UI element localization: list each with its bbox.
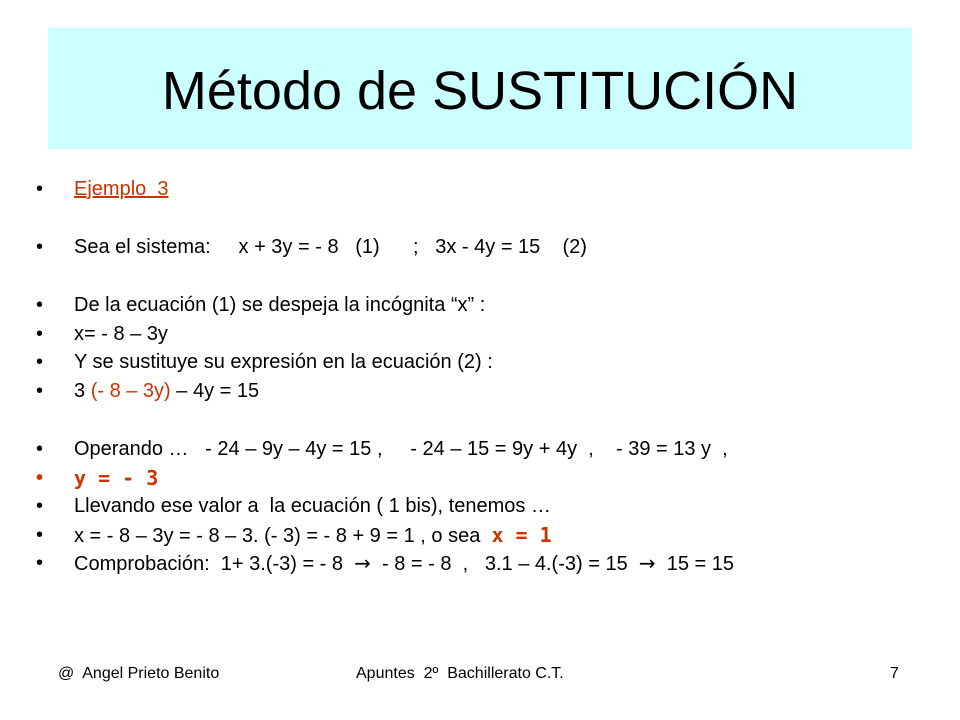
equation-prefix: 3 — [74, 380, 91, 402]
check-line — [74, 551, 734, 576]
x-result: x = 1 — [491, 523, 552, 547]
isolate-text: De la ecuación (1) se despeja la incógnita “x” : — [74, 294, 486, 316]
bullet-dot: • — [36, 236, 44, 258]
x-result-line — [74, 523, 552, 548]
bullet-dot: • — [36, 495, 44, 517]
system-text: Sea el sistema: x + 3y = - 8 (1) ; 3x - 4y = 15 (2) — [74, 236, 587, 258]
check-part-3: 15 = 15 — [655, 553, 734, 575]
bullet-dot: • — [36, 323, 44, 345]
substituted-equation — [74, 379, 259, 403]
bullet-dot: • — [36, 438, 44, 460]
equation-suffix: – 4y = 15 — [170, 380, 260, 402]
substitute-text: Y se sustituye su expresión en la ecuación (2) : — [74, 351, 493, 373]
bullet-dot: • — [36, 467, 44, 489]
bullet-dot: • — [36, 524, 44, 546]
arrow-icon: → — [638, 551, 656, 575]
footer-author: @ Angel Prieto Benito — [58, 665, 220, 682]
bullet-check — [36, 551, 734, 647]
title-banner — [48, 28, 912, 149]
arrow-icon: → — [354, 551, 371, 575]
carry-value-text: Llevando ese valor a la ecuación ( 1 bis), tenemos … — [74, 495, 551, 517]
bullet-dot: • — [36, 380, 44, 402]
y-result: y = - 3 — [74, 466, 159, 490]
x-expression-text: x= - 8 – 3y — [74, 323, 168, 345]
x-computation: x = - 8 – 3y = - 8 – 3. (- 3) = - 8 + 9 = 1 , o sea — [74, 525, 492, 547]
example-link[interactable]: Ejemplo 3 — [74, 178, 169, 200]
footer-page-number: 7 — [890, 665, 899, 682]
bullet-dot: • — [36, 552, 44, 574]
check-part-1: Comprobación: 1+ 3.(-3) = - 8 — [74, 553, 355, 575]
equation-highlight: (- 8 – 3y) — [90, 380, 171, 402]
check-part-2: - 8 = - 8 , 3.1 – 4.(-3) = 15 — [370, 553, 639, 575]
footer-course: Apuntes 2º Bachillerato C.T. — [356, 665, 564, 682]
bullet-dot: • — [36, 351, 44, 373]
bullet-dot: • — [36, 178, 44, 200]
slide-title: Método de SUSTITUCIÓN — [161, 60, 799, 121]
operating-text: Operando … - 24 – 9y – 4y = 15 , - 24 – 15 = 9y + 4y , - 39 = 13 y , — [74, 438, 728, 460]
bullet-dot: • — [36, 294, 44, 316]
